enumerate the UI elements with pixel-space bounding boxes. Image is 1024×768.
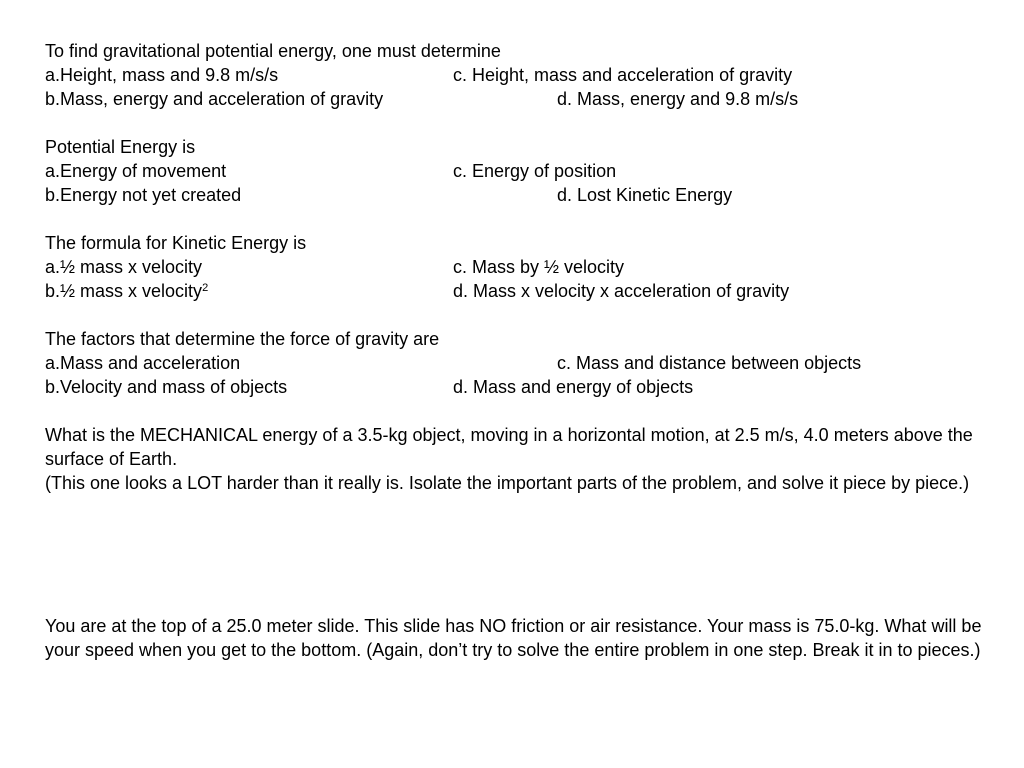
q4-option-b: b.Velocity and mass of objects [45,377,288,397]
q4-question: The factors that determine the force of gravity are [45,329,440,349]
q4-option-c: c. Mass and distance between objects [557,353,862,373]
q2-option-b: b.Energy not yet created [45,185,242,205]
q2-option-d: d. Lost Kinetic Energy [557,185,733,205]
q5-question: What is the MECHANICAL energy of a 3.5-kg object, moving in a horizontal motion, at 2.5 m/s, 4.0 meters above the surface of Earth. [45,425,973,469]
q3-option-a: a.½ mass x velocity [45,257,203,277]
q2-question: Potential Energy is [45,137,196,157]
q3-option-d: d. Mass x velocity x acceleration of gravity [453,281,790,301]
q2-option-c: c. Energy of position [453,161,617,181]
q1-option-c: c. Height, mass and acceleration of gravity [453,65,793,85]
q3-option-b-text: b.½ mass x velocity [45,281,203,301]
q6-question: You are at the top of a 25.0 meter slide. This slide has NO friction or air resistance. Your mass is 75.0-kg. What will be your speed when you get to the bottom. (Again, don’t try to solve the entire problem in one step. Break it in to pieces.) [45,616,982,660]
q1-option-d: d. Mass, energy and 9.8 m/s/s [557,89,799,109]
q1-option-a: a.Height, mass and 9.8 m/s/s [45,65,279,85]
squared-exponent: 2 [202,282,209,294]
q2-option-a: a.Energy of movement [45,161,227,181]
q5-hint: (This one looks a LOT harder than it really is. Isolate the important parts of the problem, and solve it piece by piece.) [45,473,970,493]
q4-option-a: a.Mass and acceleration [45,353,241,373]
q3-option-b [45,279,208,303]
q3-option-c: c. Mass by ½ velocity [453,257,625,277]
q3-question: The formula for Kinetic Energy is [45,233,307,253]
q1-question: To find gravitational potential energy, one must determine [45,41,501,61]
q4-option-d: d. Mass and energy of objects [453,377,694,397]
q1-option-b: b.Mass, energy and acceleration of gravity [45,89,384,109]
